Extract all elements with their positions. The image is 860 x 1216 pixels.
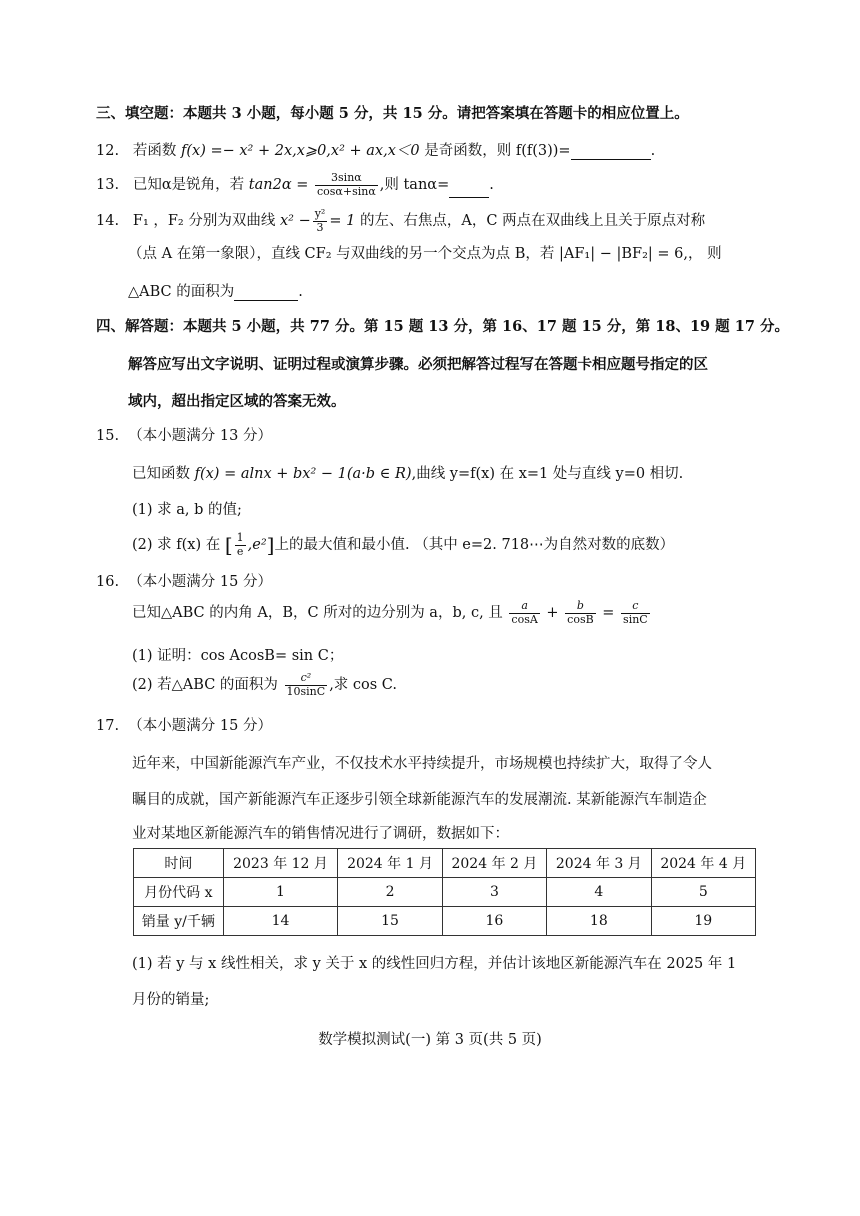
question-17-para-line1: 近年来，中国新能源汽车产业，不仅技术水平持续提升，市场规模也持续扩大，取得了令人 (132, 756, 712, 772)
question-17-para-line3: 业对某地区新能源汽车的销售情况进行了调研，数据如下： (132, 826, 509, 842)
table-cell: 5 (651, 878, 755, 907)
question-17-para-line2: 瞩目的成就，国产新能源汽车正逐步引领全球新能源汽车的发展潮流. 某新能源汽车制造企 (132, 792, 707, 808)
table-cell: 3 (442, 878, 546, 907)
table-row (134, 878, 756, 907)
question-15-part2: (2) 求 f(x) 在 [ $\frac{1}{e}$ ,e²]上的最大值和最小值. （其中 e=2. 718⋯为自然对数的底数） (132, 531, 675, 558)
section4-heading-line1: 四、解答题：本题共 5 小题，共 77 分。第 15 题 13 分，第 16、17 题 15 分，第 18、19 题 17 分。 (96, 318, 789, 335)
page-footer: 数学模拟测试(一) 第 3 页(共 5 页) (318, 1032, 542, 1048)
question-16-part2: (2) 若△ABC 的面积为 $\frac{\text{c²}}{10\sin C}$ ,求 cos C. (132, 671, 397, 698)
question-12: 12. 若函数 f(x) =− x² + 2x,x⩾0,x² + ax,x＜0 是奇函数，则 f(f(3))= . (96, 143, 656, 159)
question-13: 13. 已知α是锐角，若 tan2α = $\frac{3\sin\alpha}{\cos\alpha+\sin\alpha}$ ,则 tanα= . (96, 171, 494, 198)
table-header-row (134, 849, 756, 878)
question-14-line2: （点 A 在第一象限），直线 CF₂ 与双曲线的另一个交点为点 B，若 |AF₁| − |BF₂| = 6,， 则 (128, 246, 722, 262)
section4-heading-line2: 解答应写出文字说明、证明过程或演算步骤。必须把解答过程写在答题卡相应题号指定的区 (128, 356, 708, 373)
table-cell: 15 (338, 907, 442, 936)
table-cell: 16 (442, 907, 546, 936)
table-cell: 18 (547, 907, 651, 936)
table-cell: 1 (223, 878, 338, 907)
question-16-part1: (1) 证明：cos AcosB= sin C； (132, 648, 344, 664)
question-15-part1: (1) 求 a, b 的值; (132, 502, 242, 518)
section4-heading-line3: 域内，超出指定区域的答案无效。 (128, 393, 346, 410)
table-row (134, 907, 756, 936)
question-15-stem: 已知函数 f(x) = alnx + bx² − 1(a·b ∈ R),曲线 y=f(x) 在 x=1 处与直线 y=0 相切. (132, 466, 684, 482)
answer-blank-14 (234, 283, 298, 301)
question-16-stem: 已知△ABC 的内角 A，B，C 所对的边分别为 a，b, c, 且 $\frac{a}{\cos A}$ + $\frac{b}{\cos B}$ = $\frac{c}{\sin C}$ (132, 599, 648, 626)
table-cell: 2024 年 4 月 (651, 849, 755, 878)
table-cell: 2023 年 12 月 (223, 849, 338, 878)
table-cell: 2024 年 2 月 (442, 849, 546, 878)
question-17-header: 17. （本小题满分 15 分） (96, 718, 272, 734)
question-15-header: 15. （本小题满分 13 分） (96, 428, 272, 444)
question-17-part1-line2: 月份的销量; (132, 992, 210, 1008)
table-cell: 2024 年 1 月 (338, 849, 442, 878)
table-cell: 销量 y/千辆 (134, 907, 224, 936)
q13-fraction: $\frac{3\sin\alpha}{\cos\alpha+\sin\alpha}$ (317, 171, 376, 198)
table-cell: 19 (651, 907, 755, 936)
question-14-line1: 14. F₁ ，F₂ 分别为双曲线 x² − $\frac{\text{y²}}{3}$ = 1 的左、右焦点，A，C 两点在双曲线上且关于原点对称 (96, 207, 706, 234)
q14-fraction: $\frac{\text{y²}}{3}$ (314, 207, 326, 234)
section3-heading: 三、填空题：本题共 3 小题，每小题 5 分，共 15 分。请把答案填在答题卡的相应位置上。 (96, 105, 689, 122)
table-cell: 月份代码 x (134, 878, 224, 907)
question-16-header: 16. （本小题满分 15 分） (96, 574, 272, 590)
table-cell: 4 (547, 878, 651, 907)
answer-blank-13 (449, 180, 489, 198)
table-cell: 2 (338, 878, 442, 907)
table-cell: 14 (223, 907, 338, 936)
question-17-part1-line1: (1) 若 y 与 x 线性相关，求 y 关于 x 的线性回归方程，并估计该地区新能源汽车在 2025 年 1 (132, 956, 737, 972)
sales-table (133, 848, 756, 936)
table-cell: 时间 (134, 849, 224, 878)
table-cell: 2024 年 3 月 (547, 849, 651, 878)
question-14-line3: △ABC 的面积为 . (128, 284, 303, 300)
q12-function: f(x) =− x² + 2x,x⩾0,x² + ax,x＜0 (181, 143, 420, 159)
answer-blank-12 (571, 142, 651, 160)
